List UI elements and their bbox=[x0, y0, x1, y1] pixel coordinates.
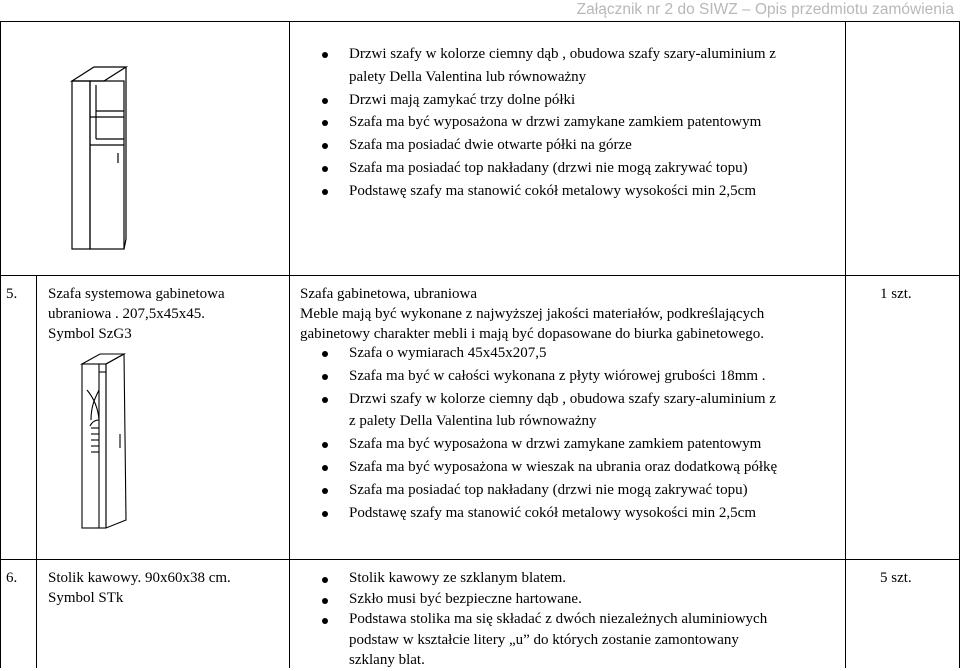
list-item: z palety Della Valentina lub równoważny bbox=[349, 413, 597, 430]
quantity: 1 szt. bbox=[880, 286, 912, 302]
row6-bullets bbox=[322, 568, 767, 671]
list-item: Szafa ma posiadać top nakładany (drzwi nie mogą zakrywać topu) bbox=[322, 157, 776, 180]
item-name-line: Stolik kawowy. 90x60x38 cm. bbox=[48, 570, 231, 586]
list-item: Szafa ma być w całości wykonana z płyty wiórowej grubości 18mm . bbox=[322, 365, 777, 388]
description-title: Szafa gabinetowa, ubraniowa bbox=[300, 286, 478, 302]
col-divider bbox=[845, 21, 846, 668]
list-item: Podstawę szafy ma stanowić cokół metalowy wysokości min 2,5cm bbox=[322, 180, 776, 203]
list-item: Szafa o wymiarach 45x45x207,5 bbox=[322, 342, 777, 365]
quantity: 5 szt. bbox=[880, 570, 912, 586]
top-row-bullets bbox=[322, 43, 776, 203]
list-item: Szafa ma być wyposażona w drzwi zamykane zamkiem patentowym bbox=[322, 111, 776, 134]
row-divider bbox=[0, 275, 960, 276]
col-divider bbox=[36, 275, 37, 668]
col-divider bbox=[289, 21, 290, 668]
list-item: Stolik kawowy ze szklanym blatem. bbox=[322, 568, 767, 589]
list-item: szklany blat. bbox=[349, 652, 425, 668]
list-item: podstaw w kształcie litery „u” do których zostanie zamontowany bbox=[349, 631, 739, 648]
list-item: Drzwi szafy w kolorze ciemny dąb , obudowa szafy szary-aluminium z bbox=[322, 43, 776, 66]
description-line: gabinetowy charakter mebli i mają być dopasowane do biurka gabinetowego. bbox=[300, 326, 765, 342]
list-item: Szafa ma być wyposażona w wieszak na ubrania oraz dodatkową półkę bbox=[322, 456, 777, 479]
list-item: Szafa ma posiadać top nakładany (drzwi nie mogą zakrywać topu) bbox=[322, 479, 777, 502]
row-number: 5. bbox=[6, 286, 18, 302]
row-divider bbox=[0, 559, 960, 560]
item-name-line: Szafa systemowa gabinetowa bbox=[48, 286, 225, 302]
item-symbol: Symbol STk bbox=[48, 590, 124, 606]
col-divider bbox=[0, 21, 1, 668]
list-item: Podstawa stolika ma się składać z dwóch niezależnych aluminiowych bbox=[322, 609, 767, 630]
list-item: Drzwi mają zamykać trzy dolne półki bbox=[322, 89, 776, 112]
list-item: palety Della Valentina lub równoważny bbox=[349, 68, 587, 85]
list-item: Drzwi szafy w kolorze ciemny dąb , obudowa szafy szary-aluminium z bbox=[322, 388, 777, 411]
list-item: Szkło musi być bezpieczne hartowane. bbox=[322, 589, 767, 610]
description-line: Meble mają być wykonane z najwyższej jakości materiałów, podkreślających bbox=[300, 306, 765, 322]
document-header: Załącznik nr 2 do SIWZ – Opis przedmiotu zamówienia bbox=[576, 1, 954, 18]
row-number: 6. bbox=[6, 570, 18, 586]
table-top-border bbox=[0, 21, 960, 22]
item-name-line: ubraniowa . 207,5x45x45. bbox=[48, 306, 206, 322]
list-item: Podstawę szafy ma stanowić cokół metalowy wysokości min 2,5cm bbox=[322, 502, 777, 525]
list-item: Szafa ma być wyposażona w drzwi zamykane zamkiem patentowym bbox=[322, 433, 777, 456]
row5-bullets bbox=[322, 342, 777, 524]
cabinet-illustration bbox=[60, 45, 180, 245]
wardrobe-illustration bbox=[78, 350, 158, 530]
list-item: Szafa ma posiadać dwie otwarte półki na górze bbox=[322, 134, 776, 157]
item-symbol: Symbol SzG3 bbox=[48, 326, 132, 342]
